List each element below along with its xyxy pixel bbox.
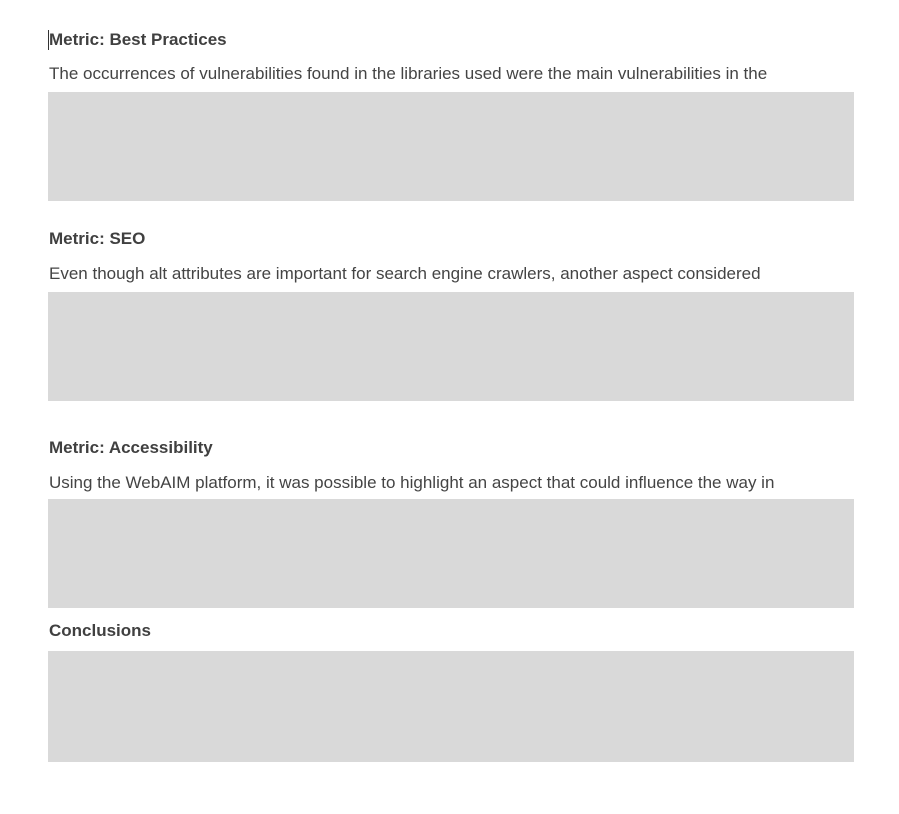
heading-conclusions: Conclusions (49, 621, 152, 640)
heading-best-practices: Metric: Best Practices (49, 30, 227, 49)
paragraph-accessibility[interactable]: Using the WebAIM platform, it was possible to highlight an aspect that could influence the way in (49, 473, 775, 492)
image-placeholder-conclusions[interactable] (48, 651, 854, 762)
paragraph-best-practices[interactable]: The occurrences of vulnerabilities found in the libraries used were the main vulnerabilities in the (49, 64, 768, 83)
image-placeholder-best-practices[interactable] (48, 92, 854, 201)
paragraph-seo[interactable]: Even though alt attributes are important for search engine crawlers, another aspect considered (49, 264, 761, 283)
heading-accessibility: Metric: Accessibility (49, 438, 213, 457)
image-placeholder-accessibility[interactable] (48, 499, 854, 608)
image-placeholder-seo[interactable] (48, 292, 854, 401)
heading-seo: Metric: SEO (49, 229, 146, 248)
